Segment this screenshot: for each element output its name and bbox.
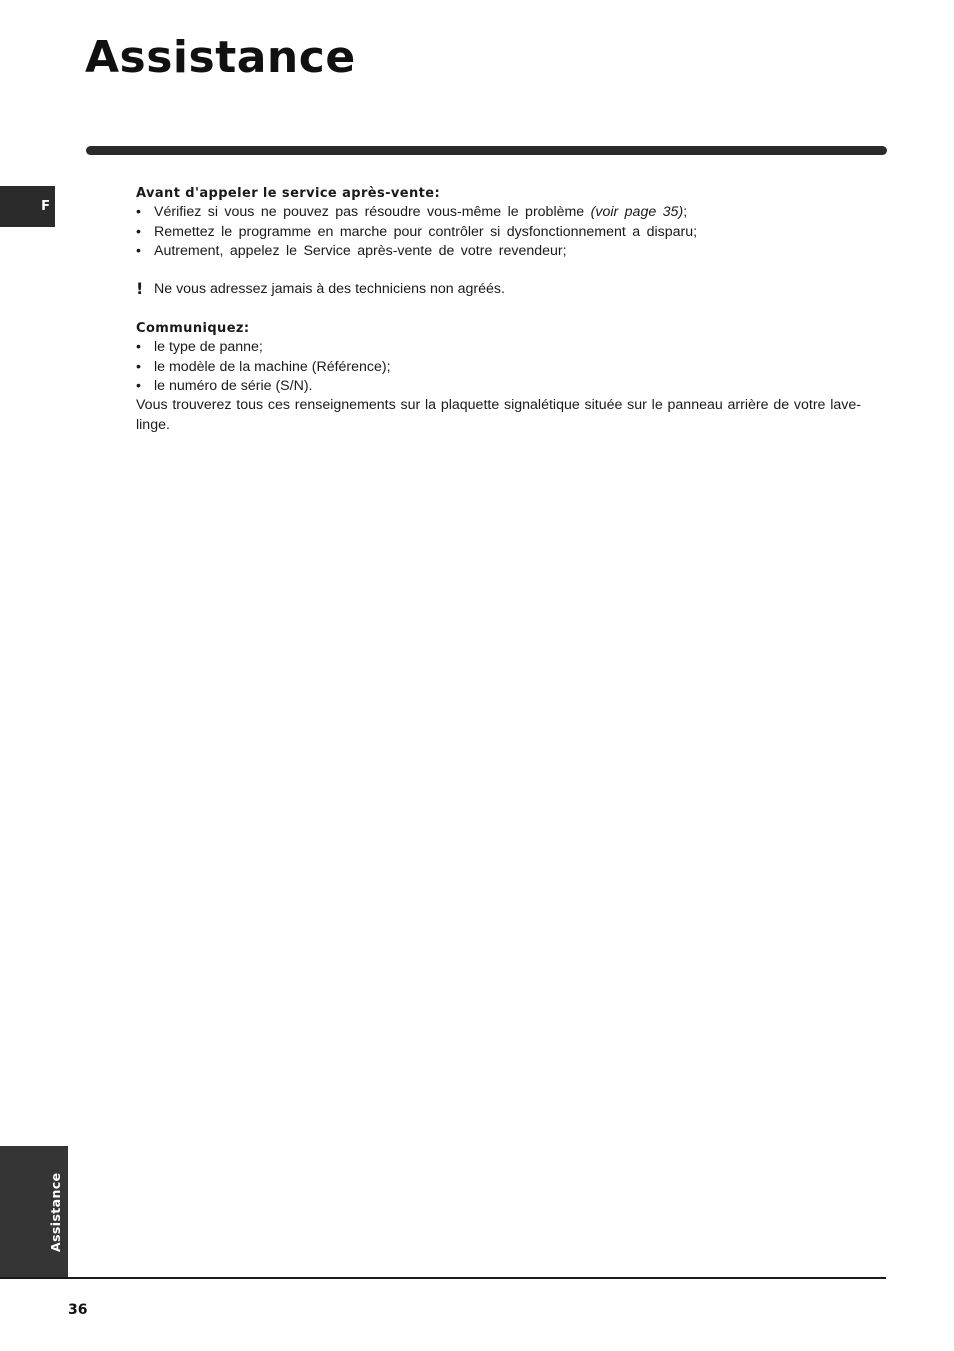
page-reference: (voir page 35) (590, 204, 684, 221)
list-item-text: le type de panne; (154, 339, 263, 356)
list-item-suffix: ; (683, 204, 688, 221)
section-side-tab-label: Assistance (48, 1172, 63, 1252)
communicate-list (136, 338, 861, 396)
page-title: Assistance (85, 32, 356, 83)
list-item (136, 377, 861, 396)
language-tab-label: F (41, 199, 50, 214)
warning-text: Ne vous adressez jamais à des techniciens non agréés. (154, 281, 505, 298)
title-divider (86, 146, 887, 155)
list-item-text: Autrement, appelez le Service après-vente de votre revendeur; (154, 242, 567, 259)
rating-plate-paragraph: Vous trouverez tous ces renseignements sur la plaquette signalétique située sur le panneau arrière de votre lave-linge. (136, 397, 861, 433)
list-item-text: Vérifiez si vous ne pouvez pas résoudre vous-même le problème (154, 204, 591, 221)
list-item (136, 338, 861, 357)
page-number: 36 (68, 1302, 88, 1318)
list-item (136, 358, 861, 377)
list-item (136, 242, 861, 261)
list-item-text: Remettez le programme en marche pour contrôler si dysfonctionnement a disparu; (154, 223, 698, 240)
section-heading-before-calling: Avant d'appeler le service après-vente: (136, 186, 441, 201)
warning-icon: ! (136, 279, 144, 299)
footer-divider (0, 1277, 886, 1279)
language-tab (0, 186, 55, 227)
list-item-text: le modèle de la machine (Référence); (154, 358, 391, 375)
warning-note (136, 280, 861, 299)
assistance-content (136, 184, 861, 435)
list-item (136, 203, 861, 222)
list-item-text: le numéro de série (S/N). (154, 377, 313, 394)
before-calling-list (136, 203, 861, 261)
section-heading-communicate: Communiquez: (136, 321, 250, 337)
list-item (136, 223, 861, 242)
